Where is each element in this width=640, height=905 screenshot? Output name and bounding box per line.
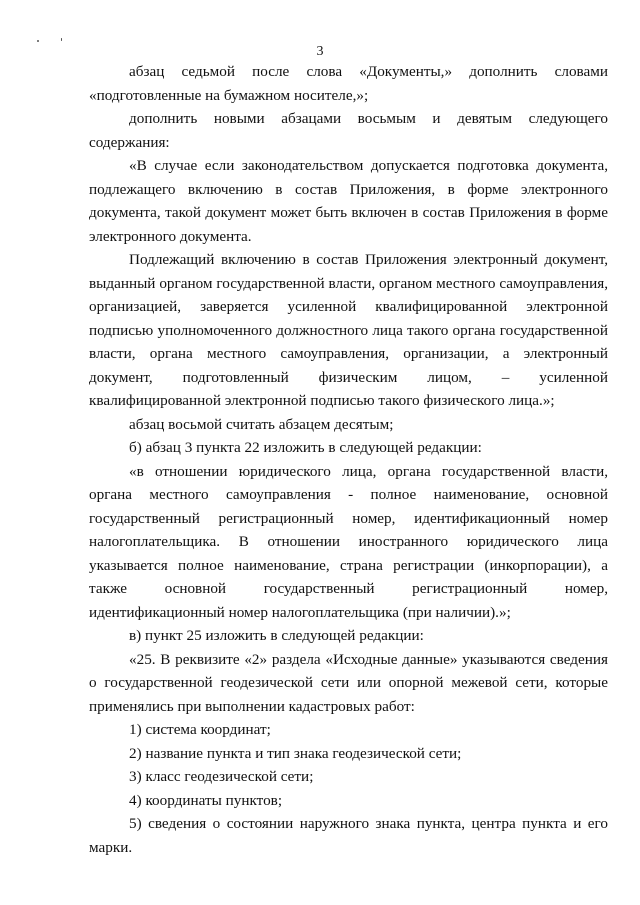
list-item-sign-state: 5) сведения о состоянии наружного знака пункта, центра пункта и его марки. [89, 815, 608, 856]
scan-speck [37, 40, 39, 42]
paragraph-point-25: «25. В реквизите «2» раздела «Исходные данные» указываются сведения о государственной геодезической сети или опорной межевой сети, которые применялись при выполнении кадастровых работ: [89, 650, 608, 715]
paragraph-item-b: б) абзац 3 пункта 22 изложить в следующей редакции: [129, 439, 482, 456]
paragraph-amend-seventh: абзац седьмой после слова «Документы,» дополнить словами «подготовленные на бумажном носителе,»; [89, 63, 608, 104]
list-item-network-class: 3) класс геодезической сети; [129, 768, 314, 785]
scan-speck [61, 38, 62, 41]
paragraph-legal-entity: «в отношении юридического лица, органа государственной власти, органа местного самоуправления - полное наименование, основной государственный регистрационный номер, идентификационный номер налогоплательщика. В отношении иностранного юридического лица указывается полное наименование, страна регистрации (инкорпорации), а также основной государственный регистрационный номер, идентификационный номер налогоплательщика (при наличии).»; [89, 462, 608, 621]
list-item-point-name: 2) название пункта и тип знака геодезической сети; [129, 744, 462, 762]
list-item-coordinates: 4) координаты пунктов; [129, 791, 283, 809]
paragraph-signature: Подлежащий включению в состав Приложения электронный документ, выданный органом государственной власти, органом местного самоуправления, организацией, заверяется усиленной квалифицированной электронной подписью уполномоченного должностного лица такого органа государственной власти, органа местного самоуправления, организации, а электронный документ, подготовленный физическим лицом, – усиленной квалифицированной электронной подписью такого физического лица.»; [89, 251, 608, 409]
document-body [89, 60, 608, 859]
list-item-coordinate-system: 1) система координат; [129, 721, 271, 738]
paragraph-renumber: абзац восьмой считать абзацем десятым; [129, 415, 394, 433]
paragraph-item-v: в) пункт 25 изложить в следующей редакции: [129, 627, 424, 644]
paragraph-electronic-doc: «В случае если законодательством допускается подготовка документа, подлежащего включению в состав Приложения, в форме электронного документа, такой документ может быть включен в состав Приложения в форме электронного документа. [89, 157, 608, 245]
paragraph-add-new: дополнить новыми абзацами восьмым и девятым следующего содержания: [89, 110, 608, 151]
page-number: 3 [316, 44, 324, 59]
